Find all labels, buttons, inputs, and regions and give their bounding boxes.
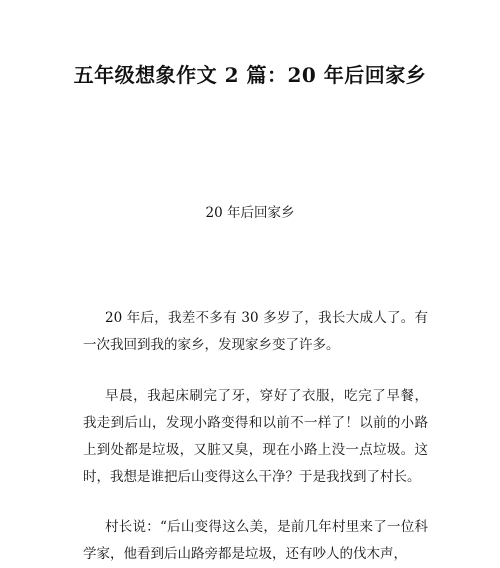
paragraph-2: 早晨，我起床刷完了牙，穿好了衣服，吃完了早餐，我走到后山，发现小路变得和以前不一样了！以前的小路上到处都是垃圾，又脏又臭，现在小路上没一点垃圾。这时，我想是谁把后山变得这么干净？于是我找到了村长。 [83, 388, 428, 485]
document-title: 五年级想象作文 2 篇：20 年后回家乡 [73, 63, 427, 87]
paragraph-1: 20 年后，我差不多有 30 多岁了，我长大成人了。有一次我回到我的家乡，发现家乡变了许多。 [83, 310, 428, 353]
essay-subtitle: 20 年后回家乡 [205, 205, 295, 221]
paragraph-3: 村长说：“后山变得这么美，是前几年村里来了一位科学家，他看到后山路旁都是垃圾，还有吵人的伐木声， [83, 519, 428, 562]
